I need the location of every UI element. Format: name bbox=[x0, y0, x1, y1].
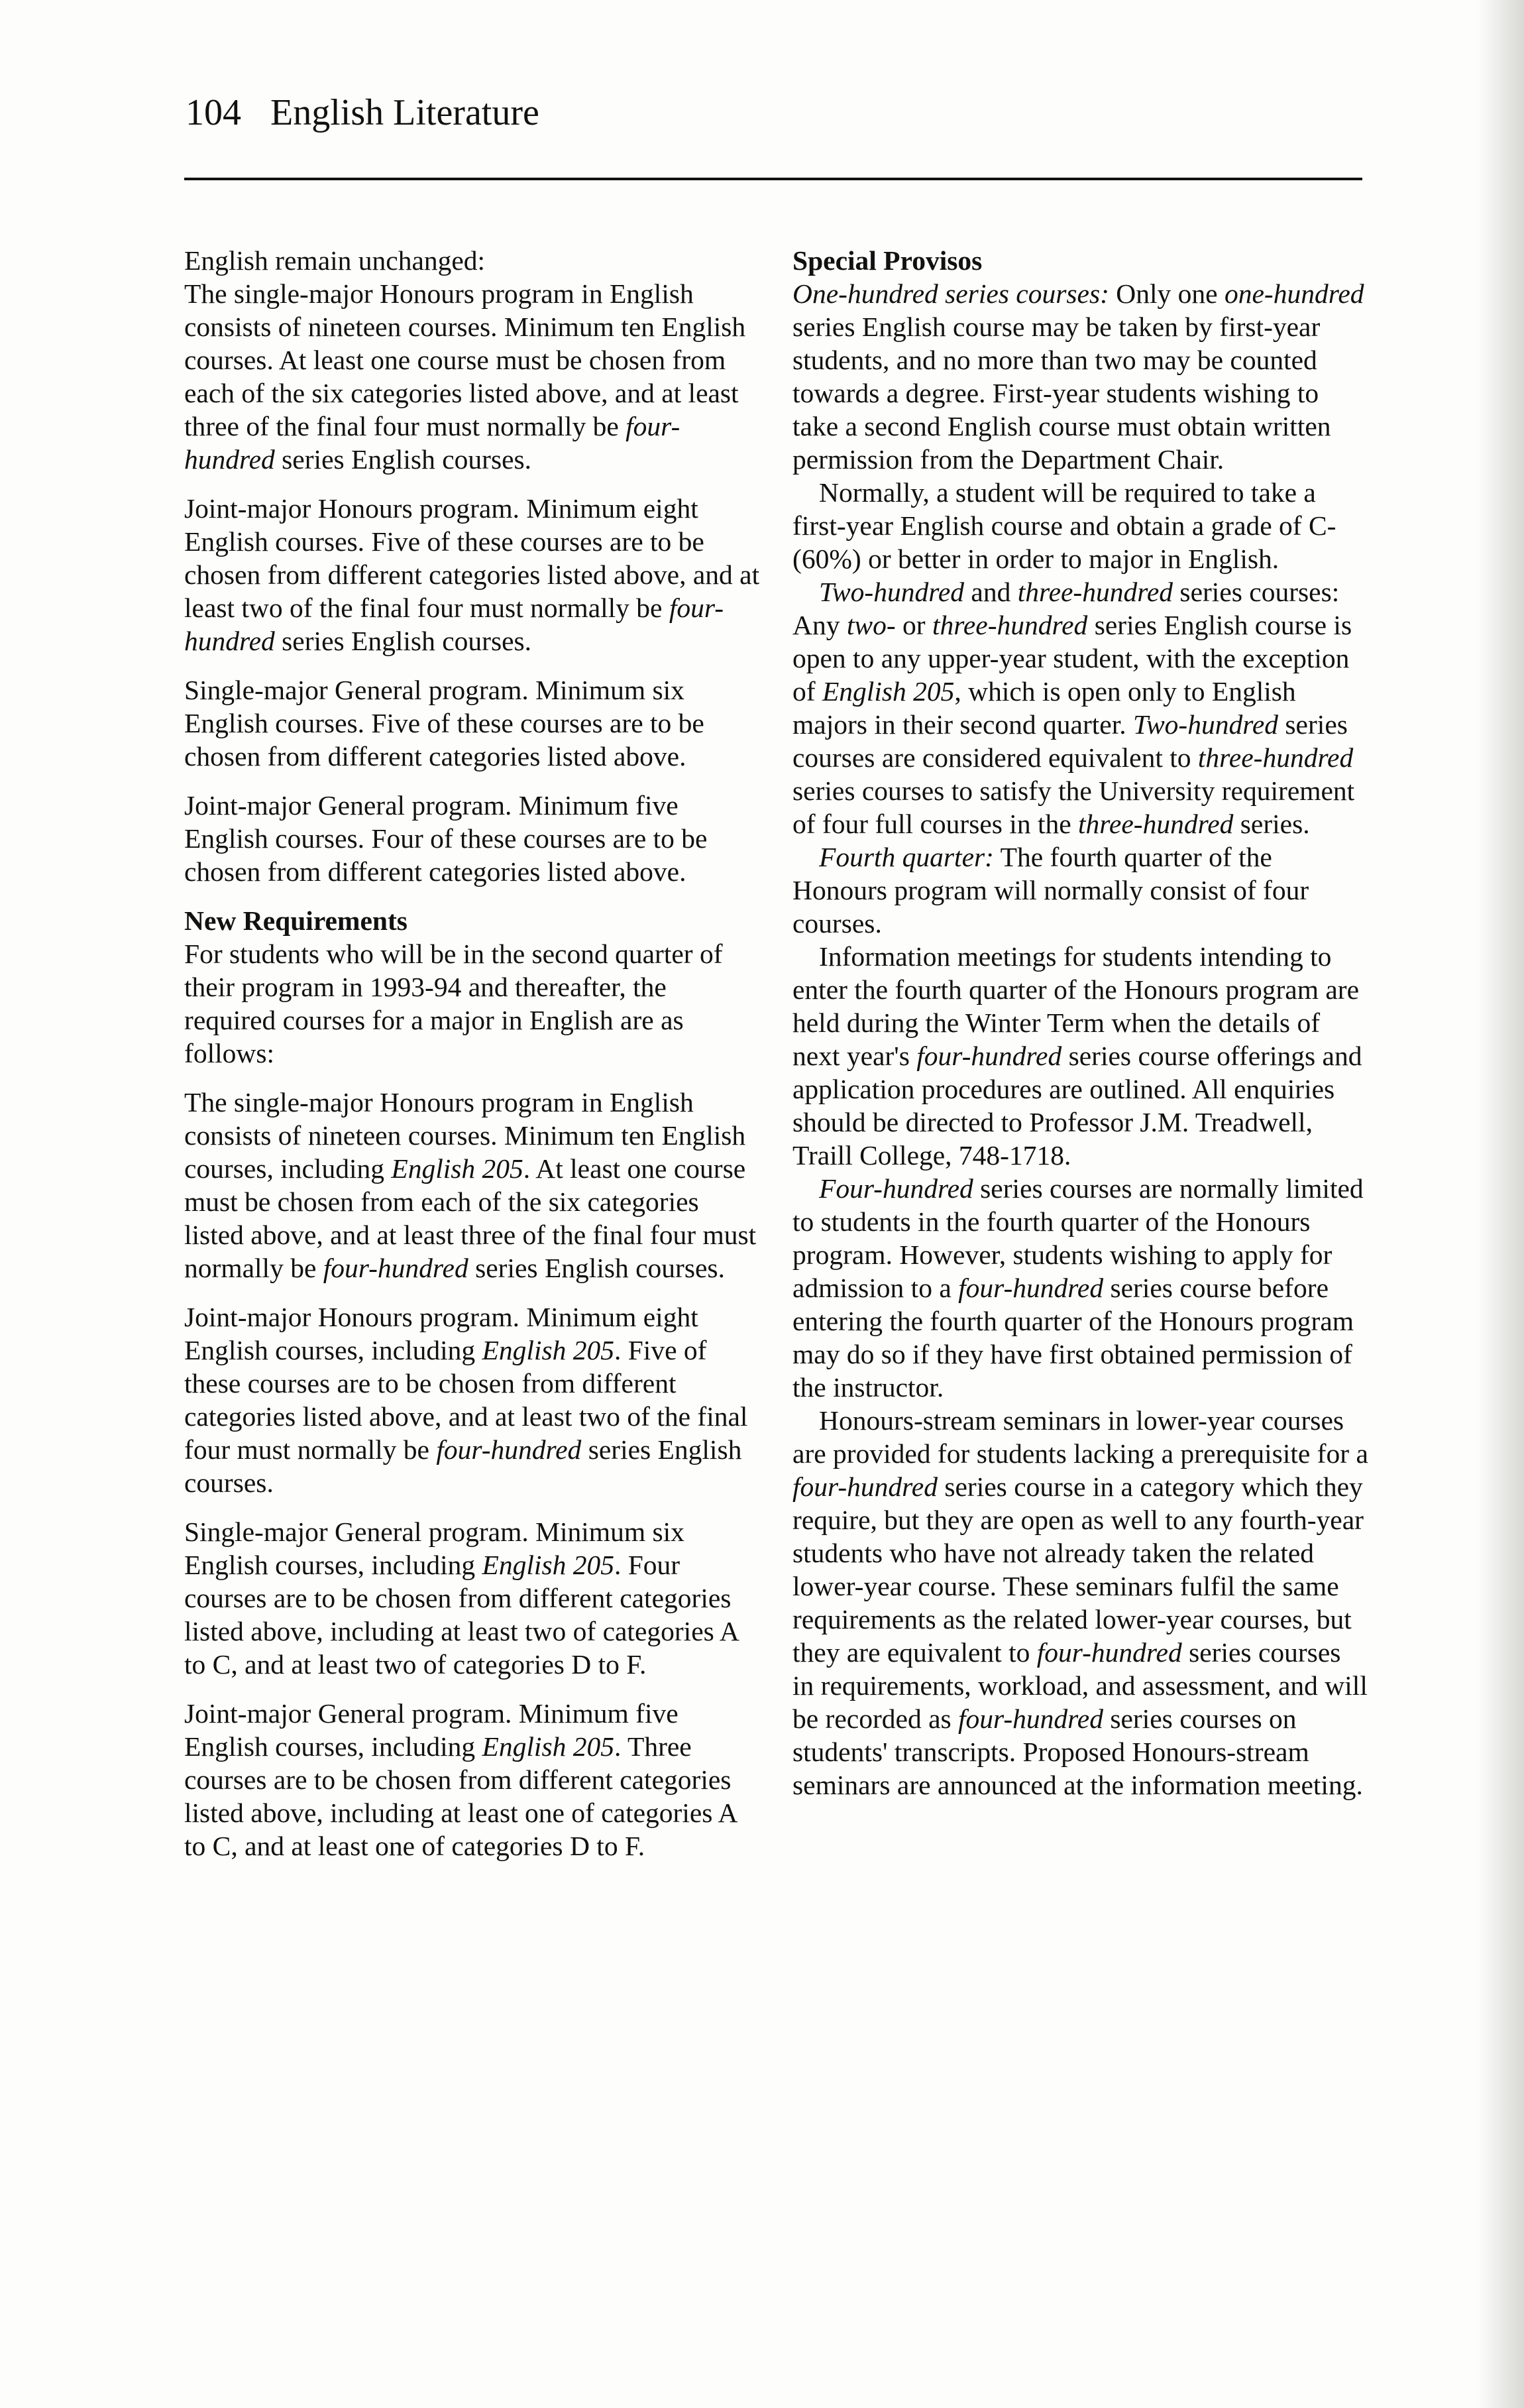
text-run: series courses to satisfy the University requirement of four full courses in the bbox=[792, 775, 1355, 839]
italic-term: Fourth quarter: bbox=[819, 842, 994, 872]
left-column bbox=[184, 244, 761, 1863]
text-run: English remain unchanged: bbox=[184, 245, 486, 276]
text-run: Single-major General program. Minimum six English courses, including bbox=[184, 1517, 684, 1580]
italic-term: three-hundred bbox=[1017, 577, 1173, 607]
italic-term: four-hundred bbox=[958, 1273, 1104, 1303]
page-edge-shadow bbox=[1478, 0, 1524, 2408]
text-run: and bbox=[964, 577, 1018, 607]
text-run: series courses are considered equivalent to bbox=[792, 709, 1348, 773]
text-run: series English courses. bbox=[274, 444, 532, 475]
paragraph-joint-general-new bbox=[184, 1697, 761, 1863]
text-run: series English courses. bbox=[184, 1434, 742, 1498]
text-run: series course offerings and application procedures are outlined. All enquiries should be directed to Professor J.M. Treadwell, Traill College, 748-1718. bbox=[792, 1041, 1362, 1171]
text-run: or bbox=[895, 610, 932, 640]
text-run: The single-major Honours program in English consists of nineteen courses. Minimum ten English courses, including bbox=[184, 1087, 746, 1184]
paragraph-first-year-grade: Normally, a student will be required to take a first-year English course and obtain a grade of C- (60%) or better in order to major in English. bbox=[792, 477, 1336, 574]
text-run: . At least one course must be chosen from each of the six categories listed above, and at least three of the final four must normally be bbox=[184, 1153, 757, 1283]
special-provisos-heading: Special Provisos bbox=[792, 245, 983, 276]
italic-term: four-hundred bbox=[1036, 1637, 1182, 1668]
paragraph-new-intro: For students who will be in the second quarter of their program in 1993-94 and thereafter, the required courses for a major in English are as follows: bbox=[184, 939, 723, 1068]
italic-term: One-hundred series courses: bbox=[792, 278, 1109, 309]
italic-term: Four-hundred bbox=[819, 1173, 973, 1204]
italic-term: four-hundred bbox=[792, 1471, 938, 1502]
text-run: Honours-stream seminars in lower-year courses are provided for students lacking a prerequisite for a bbox=[792, 1405, 1368, 1469]
italic-term: four-hundred bbox=[184, 411, 680, 475]
text-run: series. bbox=[1233, 809, 1310, 839]
text-run: Joint-major Honours program. Minimum eight English courses. Five of these courses are to be chosen from different categories listed above, and at least two of the final four must normally be bbox=[184, 493, 760, 623]
italic-term: four-hundred bbox=[958, 1703, 1103, 1734]
text-run: series courses: Any bbox=[792, 577, 1340, 640]
paragraph-single-honours-new bbox=[184, 1086, 761, 1285]
paragraph-single-general-new bbox=[184, 1515, 761, 1681]
text-run: . Four courses are to be chosen from different categories listed above, including at least two of categories A to C, and at least two of categories D to F. bbox=[184, 1550, 738, 1680]
text-run: Only one bbox=[1109, 278, 1225, 309]
text-run: Joint-major General program. Minimum five English courses, including bbox=[184, 1698, 679, 1762]
italic-term: Two-hundred bbox=[1133, 709, 1279, 740]
paragraph-two-three-hundred bbox=[792, 575, 1369, 840]
text-run: series courses on students' transcripts. Proposed Honours-stream seminars are announced at the information meeting. bbox=[792, 1703, 1363, 1800]
text-run: . Five of these courses are to be chosen from different categories listed above, and at least two of the final four must normally be bbox=[184, 1335, 748, 1465]
italic-term: three-hundred bbox=[932, 610, 1088, 640]
text-run: Joint-major Honours program. Minimum eight English courses, including bbox=[184, 1302, 698, 1365]
paragraph-joint-honours-old bbox=[184, 492, 761, 658]
text-run: series English course is open to any upper-year student, with the exception of bbox=[792, 610, 1352, 707]
page-header bbox=[186, 86, 539, 139]
italic-term: English 205 bbox=[482, 1550, 614, 1580]
text-run: series course in a category which they require, but they are open as well to any fourth-year students who have not already taken the related lower-year course. These seminars fulfil the same requirements as the related lower-year courses, but they are equivalent to bbox=[792, 1471, 1364, 1668]
new-requirements-heading: New Requirements bbox=[184, 905, 408, 936]
italic-term: one-hundred bbox=[1224, 278, 1364, 309]
text-run: series courses in requirements, workload, and assessment, and will be recorded as bbox=[792, 1637, 1368, 1734]
text-run: . Three courses are to be chosen from different categories listed above, including at least one of categories A to C, and at least one of categories D to F. bbox=[184, 1731, 737, 1861]
right-column bbox=[792, 244, 1369, 1802]
page-number: 104 bbox=[186, 92, 241, 133]
paragraph-four-hundred bbox=[792, 1172, 1369, 1404]
italic-term: four-hundred bbox=[323, 1253, 468, 1283]
text-run: series English courses. bbox=[274, 626, 532, 656]
text-run: series course before entering the fourth quarter of the Honours program may do so if they have first obtained permission of the instructor. bbox=[792, 1273, 1354, 1403]
italic-term: English 205 bbox=[391, 1153, 523, 1184]
header-rule bbox=[184, 178, 1362, 180]
paragraph-information-meetings bbox=[792, 940, 1369, 1172]
text-run: The single-major Honours program in English consists of nineteen courses. Minimum ten English courses. At least one course must be chosen from each of the six categories listed above, and at least three of the final four must normally be bbox=[184, 278, 746, 441]
italic-term: English 205 bbox=[482, 1335, 614, 1365]
italic-term: English 205 bbox=[482, 1731, 614, 1762]
text-run: , which is open only to English majors in their second quarter. bbox=[792, 676, 1296, 740]
italic-term: two- bbox=[846, 610, 896, 640]
text-run: series English course may be taken by first-year students, and no more than two may be counted towards a degree. First-year students wishing to take a second English course must obtain written permission from the Department Chair. bbox=[792, 312, 1331, 475]
text-run: series English courses. bbox=[468, 1253, 725, 1283]
paragraph-one-hundred bbox=[792, 277, 1369, 476]
italic-term: Two-hundred bbox=[819, 577, 965, 607]
text-run: series courses are normally limited to students in the fourth quarter of the Honours program. However, students wishing to apply for admission to a bbox=[792, 1173, 1364, 1303]
italic-term: three-hundred bbox=[1078, 809, 1234, 839]
paragraph-honours-stream bbox=[792, 1404, 1369, 1802]
italic-term: English 205 bbox=[822, 676, 955, 707]
italic-term: four-hundred bbox=[436, 1434, 582, 1465]
paragraph-fourth-quarter bbox=[792, 840, 1369, 940]
paragraph-joint-honours-new bbox=[184, 1300, 761, 1499]
paragraph-joint-general-old: Joint-major General program. Minimum five English courses. Four of these courses are to be chosen from different categories listed above. bbox=[184, 790, 708, 887]
section-title: English Literature bbox=[270, 92, 539, 133]
text-run: Information meetings for students intending to enter the fourth quarter of the Honours program are held during the Winter Term when the details of next year's bbox=[792, 941, 1360, 1071]
italic-term: three-hundred bbox=[1197, 742, 1354, 773]
paragraph-continued bbox=[184, 244, 761, 476]
text-run: The fourth quarter of the Honours program will normally consist of four courses. bbox=[792, 842, 1309, 939]
italic-term: four-hundred bbox=[916, 1041, 1062, 1071]
italic-term: four-hundred bbox=[184, 593, 724, 656]
paragraph-single-general-old: Single-major General program. Minimum six English courses. Five of these courses are to be chosen from different categories listed above. bbox=[184, 675, 704, 772]
